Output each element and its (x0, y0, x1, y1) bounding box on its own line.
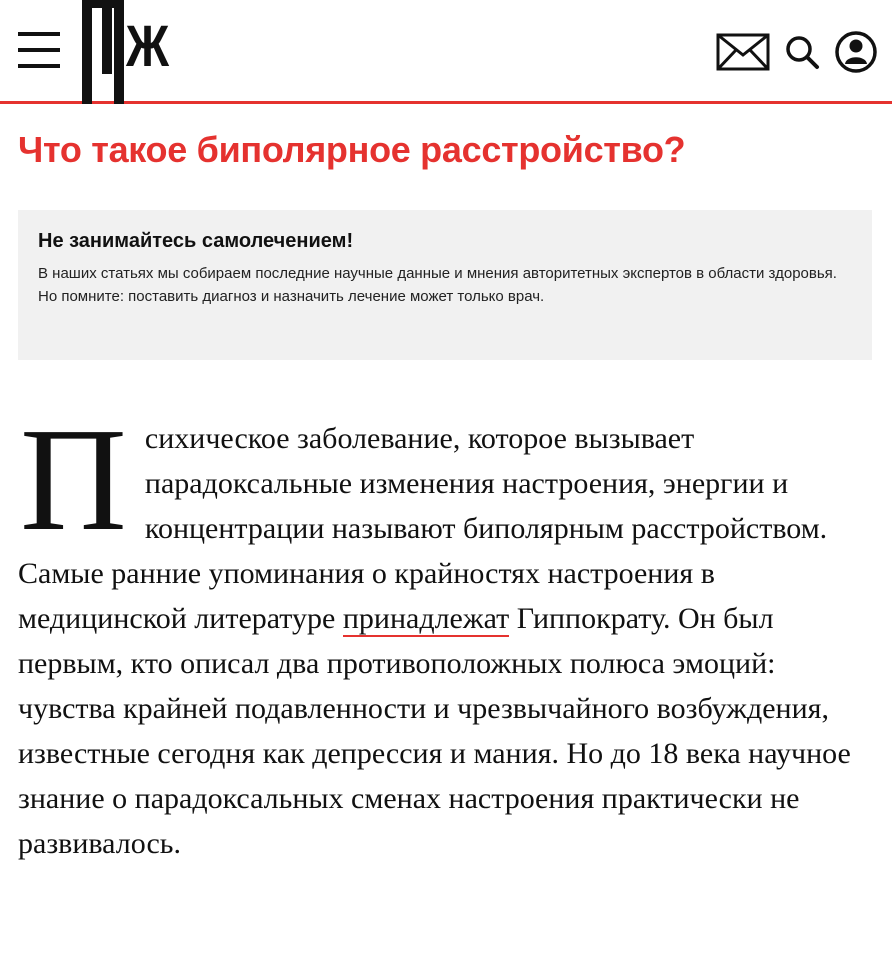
notice-title: Не занимайтесь самолечением! (38, 230, 354, 252)
article-text-part-1: сихическое заболевание, которое вызывает парадоксальные изменения настроения, энергии и концентрации называют биполярным расстройством. Самые ранние упоминания о крайностях настроения в медицинской литературе (18, 422, 828, 635)
logo-mark (82, 0, 124, 104)
article-body (18, 398, 878, 866)
user-icon[interactable] (834, 30, 878, 74)
drop-cap: П (20, 398, 127, 562)
search-icon[interactable] (784, 34, 820, 70)
article-title: Что такое биполярное расстройство? (18, 129, 686, 170)
header-actions (716, 26, 878, 78)
site-header (0, 0, 892, 104)
site-logo[interactable] (82, 0, 182, 104)
hippocrates-link[interactable]: принадлежат (342, 602, 510, 635)
logo-letter: Ж (126, 14, 168, 79)
article-text-part-2: Гиппократу. Он был первым, кто описал два противоположных полюса эмоций: чувства крайней подавленности и чрезвычайного возбуждения, известные сегодня как депрессия и мания. Но до 18 века научное знание о парадоксальных сменах настроения практически не развивалось. (18, 602, 851, 860)
self-treatment-notice (18, 210, 872, 360)
hamburger-menu-icon[interactable] (18, 28, 60, 72)
notice-text: В наших статьях мы собираем последние научные данные и мнения авторитетных экспертов в области здоровья. Но помните: поставить диагноз и назначить лечение может только врач. (38, 265, 837, 305)
mail-icon[interactable] (716, 33, 770, 71)
